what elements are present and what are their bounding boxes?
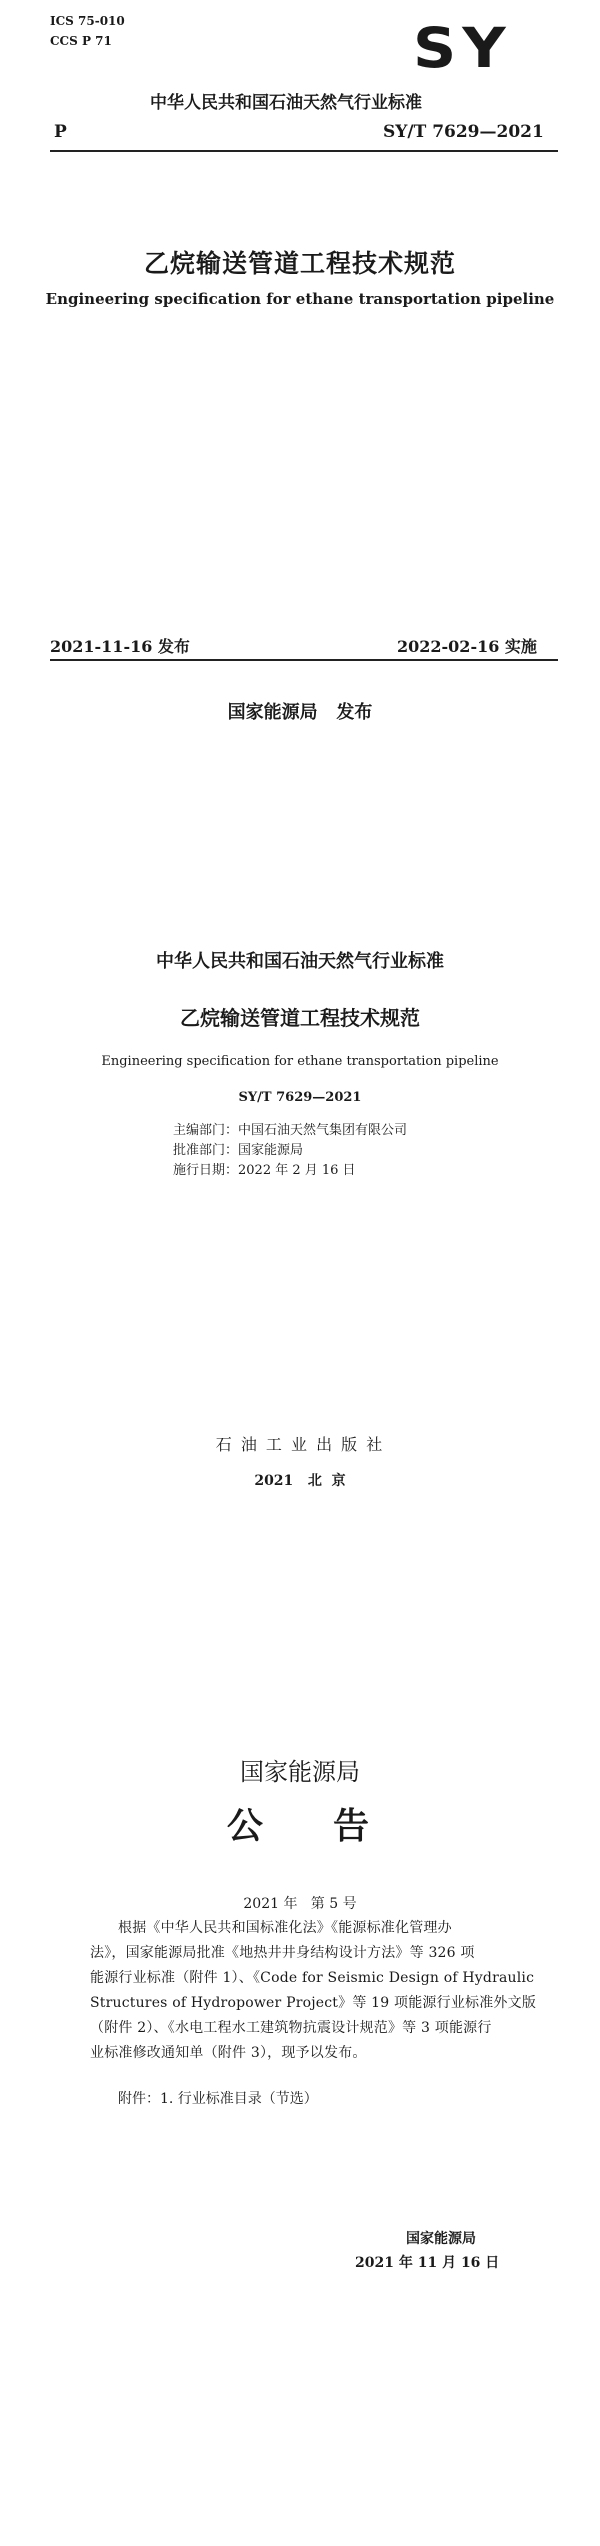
announcement-heading: 公 告 bbox=[226, 1806, 374, 1847]
announcement-body bbox=[90, 1916, 560, 2066]
announcement-authority: 国家能源局 bbox=[240, 1758, 360, 1786]
ccs-code: CCS P 71 bbox=[50, 34, 112, 48]
cover-std-number: SY/T 7629—2021 bbox=[383, 122, 544, 142]
ics-code: ICS 75-010 bbox=[50, 14, 125, 28]
title-page-approver: 批准部门：国家能源局 bbox=[173, 1143, 304, 1158]
title-page-org-standard: 中华人民共和国石油天然气行业标准 bbox=[156, 951, 444, 972]
cover-issuer: 国家能源局 发布 bbox=[227, 702, 373, 723]
cover-title-en: Engineering specification for ethane transportation pipeline bbox=[45, 290, 555, 308]
announcement-date: 2021 年 11 月 16 日 bbox=[355, 2255, 500, 2271]
title-page-title-en: Engineering specification for ethane transportation pipeline bbox=[101, 1054, 499, 1069]
title-page-editor: 主编部门：中国石油天然气集团有限公司 bbox=[173, 1123, 408, 1138]
cover-category: P bbox=[54, 122, 67, 142]
cover-bottom-rule bbox=[50, 659, 558, 661]
body-line: 根据《中华人民共和国标准化法》《能源标准化管理办 bbox=[118, 1920, 452, 1936]
cover-title-cn: 乙烷输送管道工程技术规范 bbox=[143, 249, 456, 278]
title-page-place-year: 2021 北 京 bbox=[254, 1473, 346, 1489]
body-line: Structures of Hydropower Project》等 19 项能源行业标准外文版 bbox=[90, 1995, 537, 2011]
body-line: 法》，国家能源局批准《地热井井身结构设计方法》等 326 项 bbox=[90, 1945, 475, 1961]
cover-org-standard: 中华人民共和国石油天然气行业标准 bbox=[150, 93, 422, 113]
body-line: 能源行业标准（附件 1）、《Code for Seismic Design of Hydraulic bbox=[90, 1970, 535, 1986]
announcement-attachment: 附件：1. 行业标准目录（节选） bbox=[118, 2091, 318, 2107]
cover-publish-date: 2021-11-16 发布 bbox=[50, 637, 190, 656]
body-line: 业标准修改通知单（附件 3），现予以发布。 bbox=[90, 2045, 367, 2061]
announcement-number: 2021 年 第 5 号 bbox=[243, 1896, 357, 1912]
title-page-title-cn: 乙烷输送管道工程技术规范 bbox=[180, 1006, 420, 1030]
announcement-signature: 国家能源局 bbox=[406, 2231, 476, 2247]
title-page-effective: 施行日期：2022 年 2 月 16 日 bbox=[173, 1163, 356, 1178]
body-line: （附件 2）、《水电工程水工建筑物抗震设计规范》等 3 项能源行 bbox=[90, 2020, 492, 2036]
title-page-std-number: SY/T 7629—2021 bbox=[238, 1090, 362, 1105]
cover-implement-date: 2022-02-16 实施 bbox=[397, 637, 537, 656]
title-page-publisher: 石 油 工 业 出 版 社 bbox=[215, 1435, 385, 1454]
sy-logo: SY bbox=[413, 16, 512, 81]
cover-top-rule bbox=[50, 150, 558, 152]
